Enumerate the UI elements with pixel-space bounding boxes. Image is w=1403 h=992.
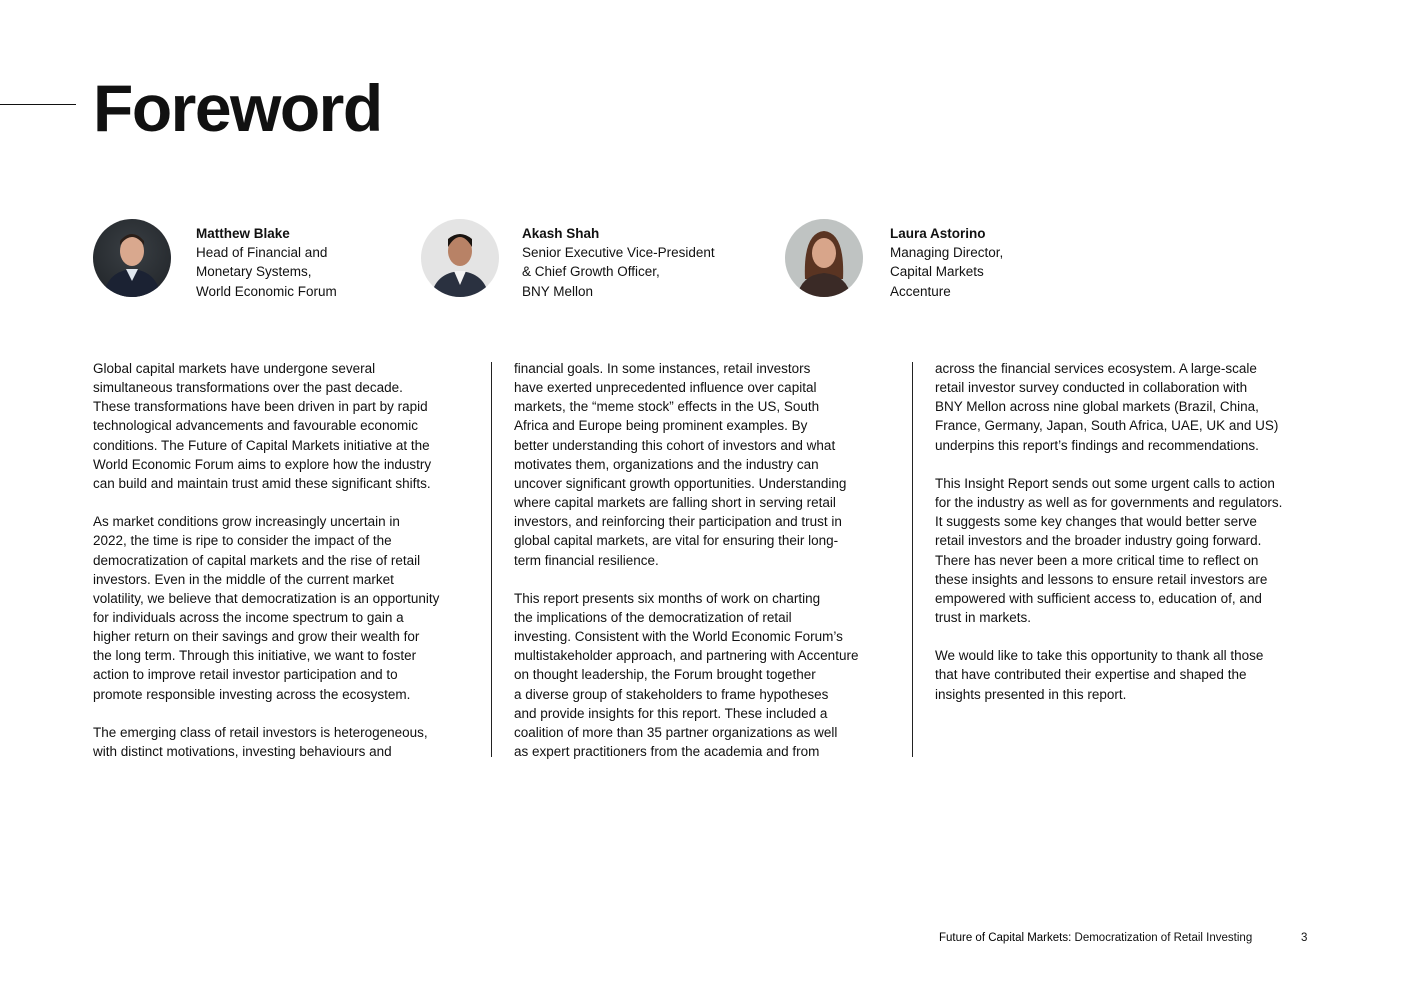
paragraph xyxy=(93,512,483,704)
person-role-line: Managing Director, xyxy=(890,245,1004,261)
body-column-1 xyxy=(93,359,483,780)
text-line: As market conditions grow increasingly uncertain in xyxy=(93,514,400,530)
person-role-line: BNY Mellon xyxy=(522,283,594,299)
text-line: can build and maintain trust amid these significant shifts. xyxy=(93,475,431,491)
text-line: 2022, the time is ripe to consider the impact of the xyxy=(93,533,392,549)
person-role-line: & Chief Growth Officer, xyxy=(522,264,660,280)
footer-title xyxy=(939,932,1252,944)
text-line: action to improve retail investor participation and to xyxy=(93,667,398,683)
column-divider xyxy=(912,362,913,757)
body-column-2 xyxy=(514,359,904,780)
text-line: World Economic Forum aims to explore how the industry xyxy=(93,456,432,472)
text-line: the long term. Through this initiative, we want to foster xyxy=(93,648,417,664)
text-line: coalition of more than 35 partner organizations as well xyxy=(514,724,838,740)
text-line: These transformations have been driven in part by rapid xyxy=(93,399,428,415)
person-role-line: Capital Markets xyxy=(890,264,984,280)
text-line: term financial resilience. xyxy=(514,552,659,568)
footer-series: Future of Capital Markets: xyxy=(939,932,1072,944)
text-line: simultaneous transformations over the past decade. xyxy=(93,380,403,396)
text-line: It suggests some key changes that would better serve xyxy=(935,514,1257,530)
paragraph xyxy=(935,359,1325,455)
text-line: markets, the “meme stock” effects in the US, South xyxy=(514,399,820,415)
text-line: have exerted unprecedented influence over capital xyxy=(514,380,817,396)
person-matthew-blake xyxy=(196,224,337,301)
person-akash-shah xyxy=(522,224,715,301)
text-line: as expert practitioners from the academia and from xyxy=(514,744,820,760)
person-laura-astorino xyxy=(890,224,1003,301)
person-role-line: Senior Executive Vice-President xyxy=(522,245,715,261)
person-name: Laura Astorino xyxy=(890,226,986,241)
person-role-line: Head of Financial and xyxy=(196,245,328,261)
text-line: We would like to take this opportunity to thank all those xyxy=(935,648,1264,664)
body-column-3 xyxy=(935,359,1325,723)
text-line: investors. Even in the middle of the current market xyxy=(93,571,394,587)
person-role-line: World Economic Forum xyxy=(196,283,337,299)
paragraph xyxy=(93,359,483,493)
text-line: motivates them, organizations and the industry can xyxy=(514,456,819,472)
text-line: insights presented in this report. xyxy=(935,686,1127,702)
text-line: volatility, we believe that democratization is an opportunity xyxy=(93,590,440,606)
text-line: with distinct motivations, investing behaviours and xyxy=(93,744,392,760)
avatar-laura-astorino xyxy=(785,219,863,297)
column-divider xyxy=(491,362,492,757)
paragraph xyxy=(514,589,904,761)
text-line: underpins this report’s findings and recommendations. xyxy=(935,437,1259,453)
person-name: Matthew Blake xyxy=(196,226,290,241)
text-line: where capital markets are falling short in serving retail xyxy=(514,495,836,511)
text-line: This report presents six months of work on charting xyxy=(514,590,821,606)
title-rule xyxy=(0,104,76,105)
text-line: empowered with sufficient access to, education of, and xyxy=(935,590,1262,606)
paragraph xyxy=(514,359,904,570)
text-line: BNY Mellon across nine global markets (Brazil, China, xyxy=(935,399,1259,415)
text-line: This Insight Report sends out some urgent calls to action xyxy=(935,475,1275,491)
avatar-akash-shah xyxy=(421,219,499,297)
paragraph xyxy=(935,646,1325,703)
person-role-line: Monetary Systems, xyxy=(196,264,312,280)
text-line: multistakeholder approach, and partnering with Accenture xyxy=(514,648,859,664)
text-line: investors, and reinforcing their participation and trust in xyxy=(514,514,842,530)
text-line: Africa and Europe being prominent examples. By xyxy=(514,418,808,434)
paragraph xyxy=(935,474,1325,627)
text-line: on thought leadership, the Forum brought together xyxy=(514,667,816,683)
text-line: retail investors and the broader industry going forward. xyxy=(935,533,1262,549)
text-line: the implications of the democratization of retail xyxy=(514,610,792,626)
text-line: uncover significant growth opportunities. Understanding xyxy=(514,475,847,491)
page-title: Foreword xyxy=(93,71,382,145)
text-line: a diverse group of stakeholders to frame hypotheses xyxy=(514,686,829,702)
text-line: The emerging class of retail investors is heterogeneous, xyxy=(93,724,428,740)
text-line: investing. Consistent with the World Economic Forum’s xyxy=(514,629,843,645)
text-line: that have contributed their expertise and shaped the xyxy=(935,667,1247,683)
text-line: higher return on their savings and grow their wealth for xyxy=(93,629,420,645)
portrait-icon xyxy=(421,219,499,297)
text-line: across the financial services ecosystem. A large-scale xyxy=(935,361,1257,376)
person-name: Akash Shah xyxy=(522,226,600,241)
text-line: trust in markets. xyxy=(935,610,1032,626)
text-line: technological advancements and favourable economic xyxy=(93,418,418,434)
person-role-line: Accenture xyxy=(890,283,951,299)
paragraph xyxy=(93,723,483,761)
avatar-matthew-blake xyxy=(93,219,171,297)
text-line: global capital markets, are vital for ensuring their long- xyxy=(514,533,839,549)
page-number: 3 xyxy=(1301,932,1308,944)
text-line: financial goals. In some instances, retail investors xyxy=(514,361,811,376)
text-line: democratization of capital markets and the rise of retail xyxy=(93,552,421,568)
portrait-icon xyxy=(93,219,171,297)
portrait-icon xyxy=(785,219,863,297)
text-line: There has never been a more critical time to reflect on xyxy=(935,552,1259,568)
text-line: these insights and lessons to ensure retail investors are xyxy=(935,571,1268,587)
text-line: promote responsible investing across the ecosystem. xyxy=(93,686,411,702)
text-line: better understanding this cohort of investors and what xyxy=(514,437,836,453)
text-line: for individuals across the income spectrum to gain a xyxy=(93,610,404,626)
text-line: for the industry as well as for governments and regulators. xyxy=(935,495,1283,511)
text-line: France, Germany, Japan, South Africa, UAE, UK and US) xyxy=(935,418,1279,434)
text-line: and provide insights for this report. These included a xyxy=(514,705,828,721)
text-line: conditions. The Future of Capital Markets initiative at the xyxy=(93,437,430,453)
text-line: retail investor survey conducted in collaboration with xyxy=(935,380,1248,396)
footer-subtitle: Democratization of Retail Investing xyxy=(1074,932,1253,944)
text-line: Global capital markets have undergone several xyxy=(93,361,376,376)
